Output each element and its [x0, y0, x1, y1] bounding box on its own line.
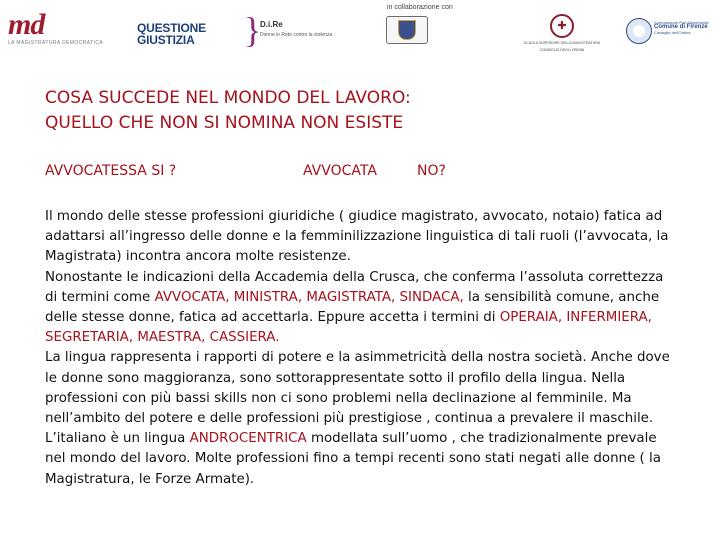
crusca-text-1: Nonostante le indicazioni della Accademia della Crusca, che conferma l’assoluta correttezza di termini come: [45, 269, 664, 305]
body-text: [45, 207, 675, 490]
paragraph-language-power: [45, 348, 675, 489]
crest-icon: [386, 16, 428, 44]
comune-logo-line1: Commissione Pari Opportunità: [654, 20, 709, 25]
logo-header: [0, 0, 720, 58]
md-logo-subtitle: LA MAGISTRATURA DEMOCRATICA: [8, 40, 104, 46]
crest-logo: [386, 16, 428, 46]
md-logo: [8, 8, 108, 50]
comune-logo-text: [654, 20, 708, 35]
comune-logo-line3: Consiglio dell'Ordine: [654, 30, 691, 35]
dire-logo-subtitle: Donne in Rete contro la violenza: [260, 32, 333, 38]
university-logo: [512, 14, 612, 54]
qg-logo-line2: GIUSTIZIA: [137, 33, 195, 47]
qg-logo-line1: QUESTIONE: [137, 21, 206, 35]
dire-logo: [244, 12, 354, 52]
question-avvocatessa: AVVOCATESSA SI ?: [45, 163, 177, 179]
question-avvocata: AVVOCATA: [303, 163, 377, 179]
city-seal-icon: [626, 18, 652, 44]
dire-logo-name: D.i.Re: [260, 20, 283, 29]
paragraph-crusca: [45, 268, 675, 349]
questione-giustizia-logo: [137, 22, 237, 46]
comune-logo-line2: Comune di Firenze: [654, 24, 708, 30]
slide-title: [45, 86, 685, 136]
seal-icon: ✚: [550, 14, 574, 38]
title-line-1: COSA SUCCEDE NEL MONDO DEL LAVORO:: [45, 88, 411, 108]
highlight-terms-power: AVVOCATA, MINISTRA, MAGISTRATA, SINDACA,: [154, 289, 464, 305]
university-logo-line2: CONSIGLIO DEGLI ORDINI: [539, 48, 585, 52]
question-no: NO?: [417, 163, 446, 179]
md-logo-mark: md: [8, 8, 45, 41]
paragraph-professions: Il mondo delle stesse professioni giuridiche ( giudice magistrato, avvocato, notaio) fatica ad adattarsi all’ingresso delle donne e la femminilizzazione linguistica di tali ruoli (l’avvocata, la Magistrata) incontra ancora molte resistenze.: [45, 209, 669, 265]
highlight-terms-worker: OPERAIA, INFERMIERA, SEGRETARIA, MAESTRA, CASSIERA.: [45, 310, 652, 346]
university-logo-line1: SCUOLA SUPERIORE DELLA MAGISTRATURA: [523, 41, 601, 45]
language-text-2: modellata sull’uomo , che tradizionalmente prevale nel mondo del lavoro. Molte professioni fino a tempi recenti sono stati negati alle donne ( la Magistratura, le Forze Armate).: [45, 431, 661, 487]
crusca-text-2: la sensibilità comune, anche delle stesse donne, fatica ad accettarla. Eppure accetta i termini di: [45, 289, 660, 326]
comune-logo: [626, 16, 716, 52]
title-line-2: QUELLO CHE NON SI NOMINA NON ESISTE: [45, 113, 404, 133]
highlight-androcentrica: ANDROCENTRICA: [189, 431, 307, 447]
collaboration-label: in collaborazione con: [387, 4, 453, 11]
dire-brace-icon: }: [244, 10, 262, 50]
language-text-1: La lingua rappresenta i rapporti di potere e la asimmetricità della nostra società. Anche dove le donne sono maggioranza, sono sottorappresentate sotto il profilo della lingua. Nella professioni con più bassi skills non ci sono problemi nella declinazione al femminile. Ma nell’ambito del potere e delle professioni più prestigiose , continua a prevalere il maschile. L’italiano è un lingua: [45, 350, 670, 447]
